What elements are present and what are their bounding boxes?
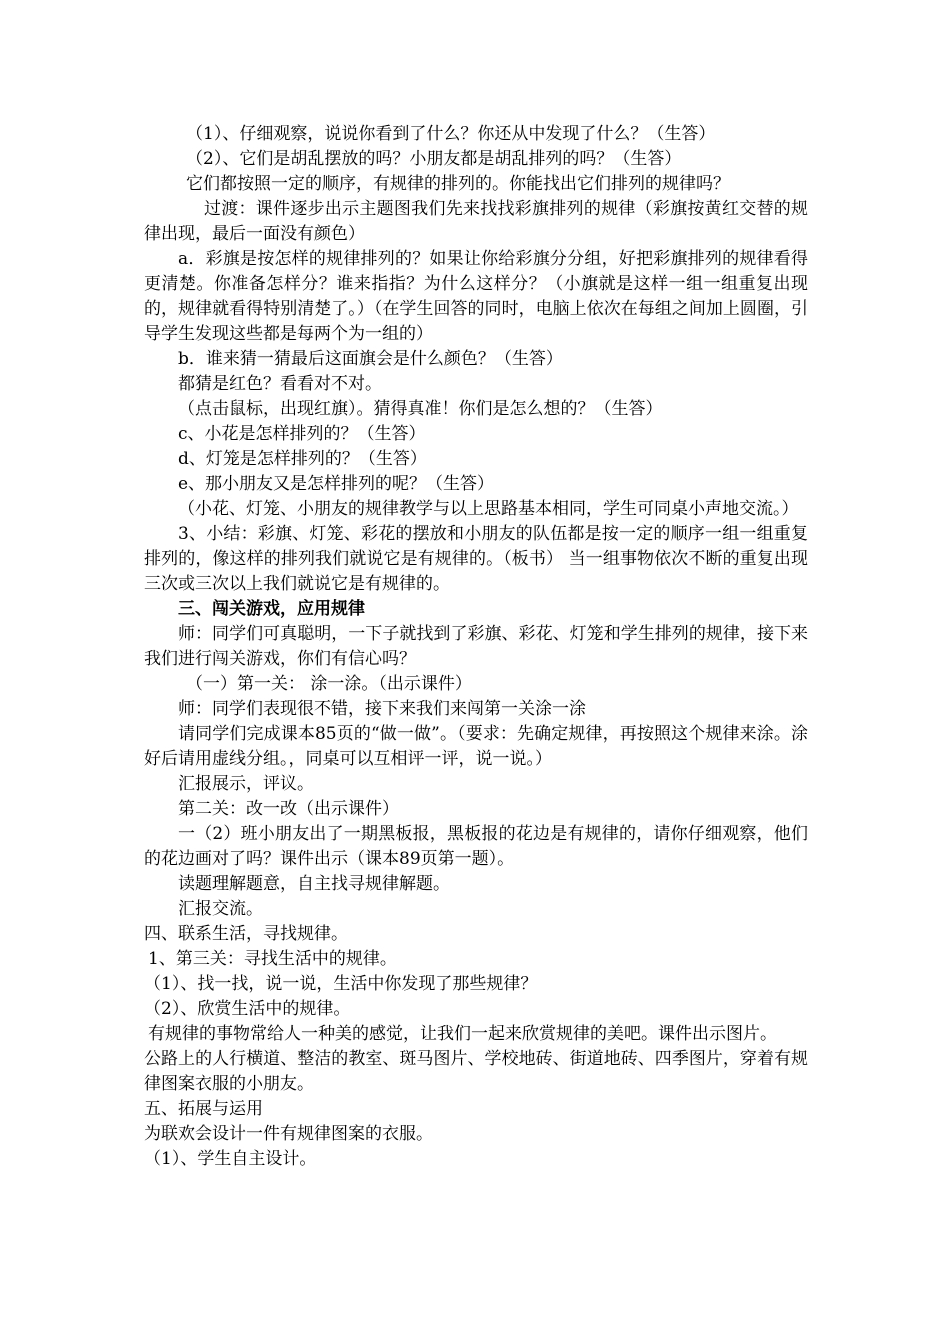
paragraph: 有规律的事物常给人一种美的感觉，让我们一起来欣赏规律的美吧。课件出示图片。 <box>148 1024 777 1044</box>
paragraph: 它们都按照一定的顺序，有规律的排列的。你能找出它们排列的规律吗？ <box>186 174 730 194</box>
paragraph: 第二关：改一改（出示课件） <box>178 799 399 819</box>
paragraph: 1、第三关：寻找生活中的规律。 <box>148 949 397 969</box>
paragraph: （小花、灯笼、小朋友的规律教学与以上思路基本相同，学生可同桌小声地交流。） <box>178 499 799 519</box>
paragraph: b．谁来猜一猜最后这面旗会是什么颜色？（生答） <box>178 349 563 369</box>
paragraph: c、小花是怎样排列的？（生答） <box>178 424 426 444</box>
paragraph: 过渡：课件逐步出示主题图我们先来找找彩旗排列的规律（彩旗按黄红交替的规律出现，最后一面没有颜色） <box>144 199 808 244</box>
paragraph: d、灯笼是怎样排列的？（生答） <box>178 449 427 469</box>
document-body <box>144 122 808 1172</box>
paragraph: 汇报交流。 <box>178 899 263 919</box>
paragraph: 请同学们完成课本85页的“做一做”。（要求：先确定规律，再按照这个规律来涂。涂好后请用虚线分组。，同桌可以互相评一评，说一说。） <box>144 724 808 769</box>
paragraph: 3、小结：彩旗、灯笼、彩花的摆放和小朋友的队伍都是按一定的顺序一组一组重复排列的，像这样的排列我们就说它是有规律的。（板书） 当一组事物依次不断的重复出现三次或三次以上我们就说它是有规律的。 <box>144 524 808 594</box>
paragraph: （1）、仔细观察，说说你看到了什么？你还从中发现了什么？（生答） <box>186 124 716 144</box>
paragraph: （2）、它们是胡乱摆放的吗？小朋友都是胡乱排列的吗？（生答） <box>186 149 682 169</box>
section-heading: 四、联系生活，寻找规律。 <box>144 924 348 944</box>
paragraph: 都猜是红色？看看对不对。 <box>178 374 382 394</box>
paragraph: 师：同学们表现很不错，接下来我们来闯第一关涂一涂 <box>178 699 586 719</box>
paragraph: （一）第一关： 涂一涂。（出示课件） <box>186 674 472 694</box>
paragraph: 为联欢会设计一件有规律图案的衣服。 <box>144 1124 433 1144</box>
paragraph: 师：同学们可真聪明，一下子就找到了彩旗、彩花、灯笼和学生排列的规律，接下来我们进行闯关游戏，你们有信心吗？ <box>144 624 808 669</box>
paragraph: （1）、找一找，说一说，生活中你发现了那些规律？ <box>144 974 538 994</box>
section-heading: 三、闯关游戏，应用规律 <box>178 599 365 619</box>
section-heading: 五、拓展与运用 <box>144 1099 263 1119</box>
paragraph: （2）、欣赏生活中的规律。 <box>144 999 351 1019</box>
paragraph: （点击鼠标，出现红旗）。猜得真准！你们是怎么想的？（生答） <box>178 399 663 419</box>
paragraph: 读题理解题意，自主找寻规律解题。 <box>178 874 450 894</box>
paragraph: 公路上的人行横道、整洁的教室、斑马图片、学校地砖、街道地砖、四季图片，穿着有规律图案衣服的小朋友。 <box>144 1049 808 1094</box>
paragraph: （1）、学生自主设计。 <box>144 1149 317 1169</box>
paragraph: a．彩旗是按怎样的规律排列的？如果让你给彩旗分分组，好把彩旗排列的规律看得更清楚。你准备怎样分？谁来指指？为什么这样分？（小旗就是这样一组一组重复出现的，规律就看得特别清楚了。）（在学生回答的同时，电脑上依次在每组之间加上圆圈，引导学生发现这些都是每两个为一组的） <box>144 249 808 344</box>
paragraph: 一（2）班小朋友出了一期黑板报，黑板报的花边是有规律的，请你仔细观察，他们的花边画对了吗？课件出示（课本89页第一题）。 <box>144 824 808 869</box>
paragraph: 汇报展示，评议。 <box>178 774 314 794</box>
paragraph: e、那小朋友又是怎样排列的呢？（生答） <box>178 474 495 494</box>
